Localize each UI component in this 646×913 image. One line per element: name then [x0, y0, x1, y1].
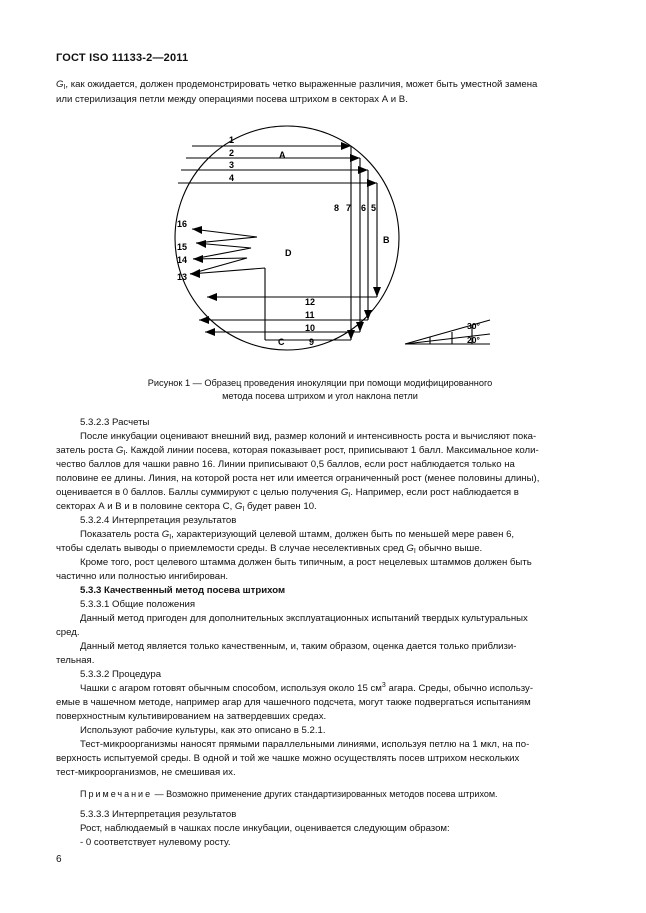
arrowhead-5: [373, 287, 381, 297]
section-5324-line-2: чтобы сделать выводы о приемлемости среды. В случае неселективных сред $G_I$ обычно выше.: [56, 543, 483, 555]
label-angle-20: 20°: [467, 335, 480, 345]
growth-index-subscript: I: [63, 84, 66, 91]
page-header-standard-id: ГОСТ ISO 11133-2—2011: [56, 52, 189, 64]
section-5331-line-4: тельная.: [56, 655, 95, 666]
streak-zigzag-d: [190, 229, 265, 274]
arrowhead-8: [347, 330, 355, 340]
label-line-7: 7: [346, 203, 352, 213]
section-5332-line-7: тест-микроорганизмов, не смешивая их.: [56, 767, 236, 778]
section-5332-line-6: верхность испытуемой среды. В одной и той же чашке можно осуществлять посев штрихом нескольких: [56, 753, 520, 764]
figure-caption-line-2: метода посева штрихом и угол наклона петли: [222, 391, 418, 401]
section-5323-line-6: секторах А и В и в половине сектора С, $G_I$ будет равен 10.: [56, 501, 317, 513]
label-sector-a: A: [279, 150, 286, 160]
label-line-9: 9: [309, 337, 315, 347]
section-5332-line-1: Чашки с агаром готовят обычным способом, используя около 15 $см^3$ агара. Среды, обычно использу-: [80, 682, 534, 694]
page-number: 6: [56, 854, 62, 865]
section-5332-line-4: Используют рабочие культуры, как это описано в 5.2.1.: [80, 725, 326, 736]
figure-caption-line-1: Рисунок 1 — Образец проведения инокуляции при помощи модифицированного: [147, 378, 493, 388]
label-line-15: 15: [177, 242, 188, 252]
section-5324-line-1: Показатель роста $G_I$, характеризующий целевой штамм, должен быть по меньшей мере равен 6,: [80, 529, 515, 541]
section-5324-heading: 5.3.2.4 Интерпретация результатов: [80, 515, 237, 526]
section-5324-line-4: частично или полностью ингибирован.: [56, 571, 229, 582]
arrowhead-4: [367, 179, 377, 187]
section-5323-heading: 5.3.2.3 Расчеты: [80, 417, 150, 428]
section-5332-line-2: емые в чашечном методе, например агар для чашечного подсчета, могут также подвергаться испытаниям: [56, 697, 531, 708]
arrowhead-7: [356, 322, 364, 332]
arrowhead-16: [192, 226, 202, 234]
section-5324-line-3: Кроме того, рост целевого штамма должен быть типичным, а рост нецелевых штаммов должен быть: [80, 557, 532, 568]
section-5333-line-1: Рост, наблюдаемый в чашках после инкубации, оценивается следующим образом:: [80, 823, 450, 834]
growth-index-symbol: G: [56, 79, 64, 90]
section-5331-line-3: Данный метод является только качественным, и, таким образом, оценка дается только приблизи-: [80, 641, 517, 652]
label-line-13: 13: [177, 272, 188, 282]
section-5333-line-2: - 0 соответствует нулевому росту.: [80, 837, 231, 848]
section-5332-line-3: поверхностным культивированием на затвердевших средах.: [56, 711, 327, 722]
arrowhead-14: [193, 255, 203, 263]
section-5323-line-5: оценивается в 0 баллов. Баллы суммируют с целью получения $G_I$. Например, если рост наблюдается в: [56, 487, 519, 499]
label-line-12: 12: [305, 297, 316, 307]
arrowhead-15: [196, 240, 206, 248]
label-line-1: 1: [229, 135, 235, 145]
note: [80, 788, 498, 801]
section-533-heading: 5.3.3 Качественный метод посева штрихом: [80, 585, 286, 596]
arrowhead-12: [207, 293, 217, 301]
figure-caption: [60, 377, 580, 403]
section-5333-heading: 5.3.3.3 Интерпретация результатов: [80, 809, 237, 820]
section-5323-line-2: затель роста $G_I$. Каждой линии посева, которая показывает рост, приписывают 1 балл. Максимальное коли-: [56, 445, 539, 457]
section-5323-line-1: После инкубации оценивают внешний вид, размер колоний и интенсивность роста и вычисляют пока-: [80, 431, 537, 442]
note-label: Примечание: [80, 789, 153, 799]
label-angle-30: 30°: [467, 321, 480, 331]
arrowhead-11: [199, 316, 209, 324]
label-line-4: 4: [229, 173, 235, 183]
label-line-11: 11: [305, 310, 315, 320]
section-5332-line-5: Тест-микроорганизмы наносят прямыми параллельными линиями, используя петлю на 1 мкл, на по-: [80, 739, 530, 750]
label-line-5: 5: [371, 203, 377, 213]
label-line-8: 8: [334, 203, 340, 213]
arrowhead-10: [205, 328, 215, 336]
section-5331-heading: 5.3.3.1 Общие положения: [80, 599, 196, 610]
arrowhead-2: [350, 154, 360, 162]
note-text: — Возможно применение других стандартизированных методов посева штрихом.: [152, 789, 498, 799]
section-5323-line-3: чество баллов для чашки равно 16. Линии приписывают 0,5 баллов, если рост наблюдается только на: [56, 459, 515, 470]
label-line-3: 3: [229, 160, 235, 170]
intro-line-1-text: , как ожидается, должен продемонстрировать четко выраженные различия, может быть уместной замена: [65, 79, 538, 90]
section-5332-heading: 5.3.3.2 Процедура: [80, 669, 162, 680]
label-line-16: 16: [177, 219, 188, 229]
label-line-2: 2: [229, 148, 235, 158]
section-5331-line-2: сред.: [56, 627, 80, 638]
intro-line-2: или стерилизация петли между операциями посева штрихом в секторах А и В.: [56, 94, 408, 105]
label-line-6: 6: [361, 203, 367, 213]
label-sector-c: C: [278, 337, 285, 347]
label-line-14: 14: [177, 255, 188, 265]
arrowhead-13: [190, 269, 200, 278]
label-sector-b: B: [383, 235, 390, 245]
section-5331-line-1: Данный метод пригоден для дополнительных эксплуатационных испытаний твердых культуральных: [80, 613, 528, 624]
arrowhead-3: [358, 166, 368, 174]
section-5323-line-4: половине ее длины. Линия, на которой роста нет или имеется ограниченный рост (менее половины длины),: [56, 473, 540, 484]
label-sector-d: D: [285, 248, 292, 258]
label-line-10: 10: [305, 323, 316, 333]
